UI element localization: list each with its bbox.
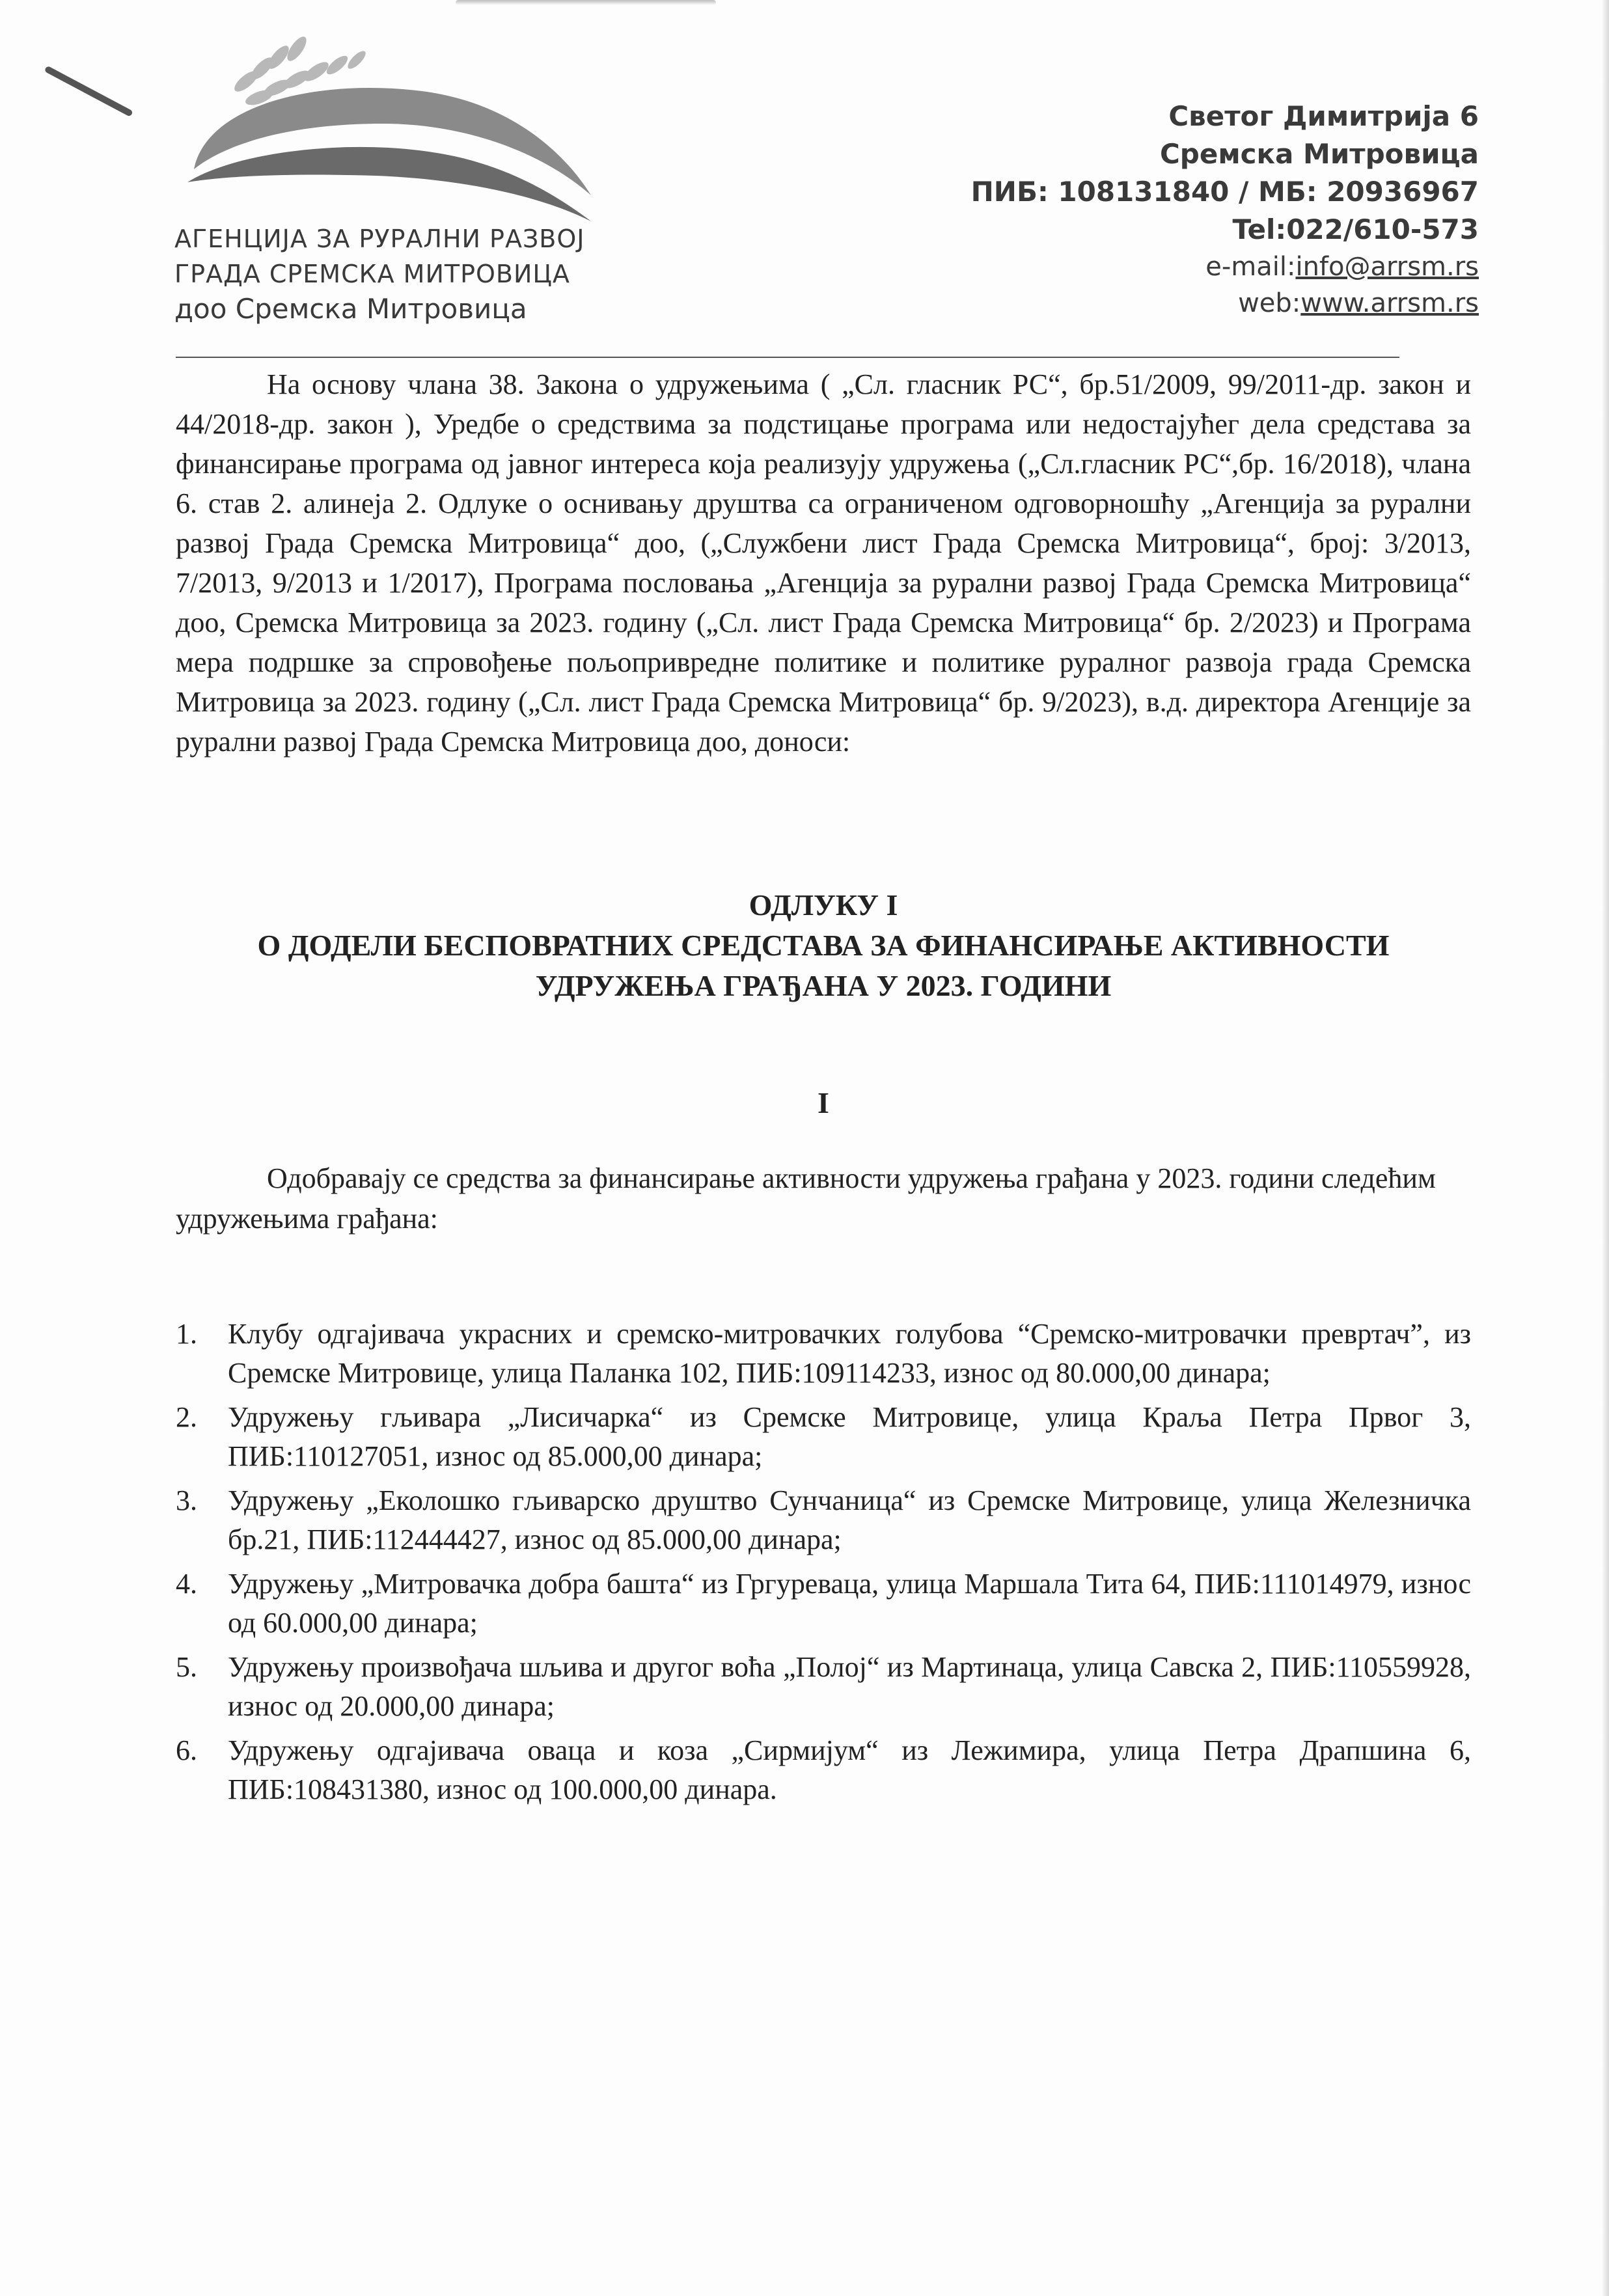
list-item [176,1398,1471,1476]
preamble-paragraph: На основу члана 38. Закона о удружењима ( „Сл. гласник РС“, бр.51/2009, 99/2011-др. закон и 44/2018-др. закон ), Уредбе о средствима за подстицање програма или недостајућег дела средстава за финансирање програма од јавног интереса која реализују удружења („Сл.гласник РС“,бр. 16/2018), члана 6. став 2. алинеја 2. Одлуке о оснивању друштва са ограниченом одговорношћу „Агенција за рурални развој Града Сремска Митровица“ доо, („Службени лист Града Сремска Митровица“, број: 3/2013, 7/2013, 9/2013 и 1/2017), Програма пословања „Агенција за рурални развој Града Сремска Митровица“ доо, Сремска Митровица за 2023. годину („Сл. лист Града Сремска Митровица“ бр. 2/2023) и Програма мера подршке за спровођење пољопривредне политике и политике руралног развоја града Сремска Митровица за 2023. годину („Сл. лист Града Сремска Митровица“ бр. 9/2023), в.д. директора Агенције за рурални развој Града Сремска Митровица доо, доноси: [176,368,1471,758]
intro-paragraph: Одобравају се средства за финансирање активности удружења грађана у 2023. години следећим удружењима грађана: [176,1162,1436,1235]
title-line2: О ДОДЕЛИ БЕСПОВРАТНИХ СРЕДСТАВА ЗА ФИНАНСИРАЊЕ АКТИВНОСТИ [257,929,1390,962]
association-list [176,1315,1471,1814]
web-link[interactable]: www.arrsm.rs [1300,288,1479,318]
item-text: Удружењу „Митровачка добра башта“ из Гргуреваца, улица Маршала Тита 64, ПИБ:111014979, износ од 60.000,00 динара; [228,1568,1471,1639]
decision-title [176,885,1471,1006]
list-item [176,1315,1471,1393]
telephone: Tel:022/610-573 [1232,213,1479,245]
list-item [176,1731,1471,1809]
item-text: Клубу одгајивача украсних и сремско-митровачких голубова “Сремско-митровачки превртач”, из Сремске Митровице, улица Паланка 102, ПИБ:109114233, износ од 80.000,00 динара; [228,1318,1471,1389]
item-number: 1. [176,1318,197,1350]
scan-shadow [456,0,716,5]
organization-name [174,221,585,327]
email-label: e-mail: [1205,252,1296,282]
item-number: 4. [176,1568,197,1600]
scan-edge [1601,0,1609,2296]
item-number: 5. [176,1651,197,1683]
org-name-line3: доо Сремска Митровица [174,293,527,325]
email-line [971,249,1479,285]
address-city: Сремска Митровица [1159,138,1479,170]
org-name-line1: АГЕНЦИЈА ЗА РУРАЛНИ РАЗВОЈ [174,225,585,253]
item-number: 2. [176,1401,197,1433]
agency-logo [148,20,617,234]
item-text: Удружењу произвођача шљива и другог воћа „Полој“ из Мартинаца, улица Савска 2, ПИБ:110559928, износ од 20.000,00 динара; [228,1651,1471,1722]
pen-mark [44,66,133,117]
email-link[interactable]: info@arrsm.rs [1295,252,1479,282]
list-item [176,1565,1471,1643]
title-line1: ОДЛУКУ I [749,888,898,922]
list-item [176,1648,1471,1726]
pib-mb: ПИБ: 108131840 / МБ: 20936967 [970,176,1479,208]
org-name-line2: ГРАДА СРЕМСКА МИТРОВИЦА [174,260,570,288]
web-line [971,285,1479,321]
web-label: web: [1238,288,1301,318]
contact-block [971,98,1479,321]
section-number: I [818,1086,829,1119]
item-text: Удружењу „Еколошко гљиварско друштво Сунчаница“ из Сремске Митровице, улица Железничка бр.21, ПИБ:112444427, износ од 85.000,00 динара; [228,1484,1471,1555]
item-number: 6. [176,1734,197,1766]
item-number: 3. [176,1484,197,1516]
item-text: Удружењу одгајивача оваца и коза „Сирмијум“ из Лежимира, улица Петра Драпшина 6, ПИБ:108431380, износ од 100.000,00 динара. [228,1734,1471,1805]
item-text: Удружењу гљивара „Лисичарка“ из Сремске Митровице, улица Краља Петра Првог 3, ПИБ:110127051, износ од 85.000,00 динара; [228,1401,1471,1472]
address-street: Светог Димитрија 6 [1168,100,1479,132]
header-divider [176,357,1399,358]
list-item [176,1481,1471,1559]
title-line3: УДРУЖЕЊА ГРАЂАНА У 2023. ГОДИНИ [535,969,1112,1002]
